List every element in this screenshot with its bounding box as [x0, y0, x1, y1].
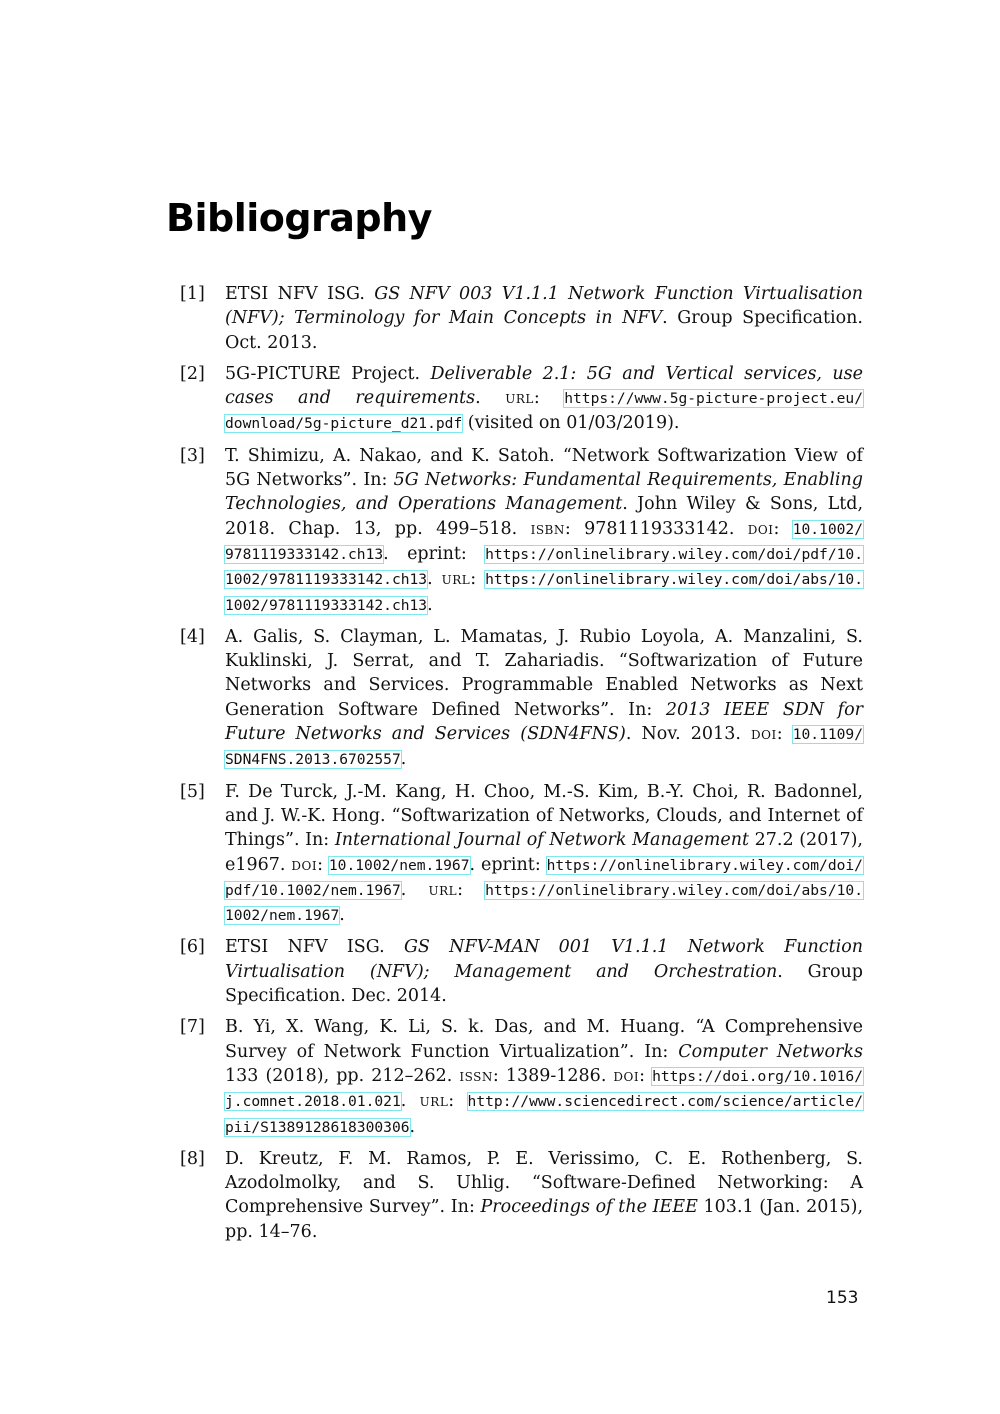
bib-label: [8]: [180, 1148, 205, 1169]
bib-details: 133 (2018), pp. 212–262.: [225, 1065, 460, 1086]
url-label: url: [419, 1091, 449, 1112]
page-number: 153: [826, 1288, 859, 1308]
bib-text: T. Shimizu, A. Nakao, and K. Satoh. “Network Softwarization View of 5G Networks”. In: 5G Networks: Fundamental Requirements, Enabling Technologies, and Operations Management. John Wiley & Sons, Ltd, 2018. Chap. 13, pp. 499–518. isbn: 9781119333142. doi: 10.1002/9781119333142.ch13. eprint: https://onlinelibrary.wiley.com/doi/pdf/10.1002/9781119333142.ch13. url: https://onlinelibrary.wiley.com/doi/abs/10.1002/9781119333142.ch13.: [225, 445, 864, 615]
bib-authors: 5G-PICTURE Project.: [225, 363, 431, 384]
bib-details: 103.1 (Jan. 2015), pp. 14–76.: [225, 1197, 864, 1242]
bib-authors: A. Galis, S. Clayman, L. Mamatas, J. Rubio Loyola, A. Manzalini, S. Kuklinski, J. Serrat, and T. Zahariadis. “Softwarization of Future Networks and Services. Programmable Enabled Networks as Next Generation Software Defined Networks”. In:: [225, 626, 863, 720]
bib-label: [5]: [180, 781, 205, 802]
issn-label: issn: [459, 1065, 493, 1086]
doi-link[interactable]: 10.1002/nem.1967: [328, 856, 470, 874]
bib-details: . Group Specification. Oct. 2013.: [225, 308, 863, 353]
bib-title: Proceedings of the IEEE: [480, 1197, 698, 1218]
bib-authors: F. De Turck, J.-M. Kang, H. Choo, M.-S. Kim, B.-Y. Choi, R. Badonnel, and J. W.-K. Hong. “Softwarization of Networks, Clouds, and Internet of Things”. In:: [225, 781, 863, 851]
isbn-value: 9781119333142: [584, 518, 729, 539]
bib-details: .: [475, 388, 506, 409]
url-label: url: [441, 569, 471, 590]
bib-label: [7]: [180, 1017, 205, 1038]
bib-label: [2]: [180, 363, 205, 384]
bib-text: A. Galis, S. Clayman, L. Mamatas, J. Rubio Loyola, A. Manzalini, S. Kuklinski, J. Serrat, and T. Zahariadis. “Softwarization of Future Networks and Services. Programmable Enabled Networks as Next Generation Software Defined Networks”. In: 2013 IEEE SDN for Future Networks and Services (SDN4FNS). Nov. 2013. doi: 10.1109/SDN4FNS.2013.6702557.: [225, 626, 863, 770]
url-link[interactable]: https://www.5g-picture-project.eu/download/5g-picture_d21.pdf: [225, 390, 863, 433]
bib-text: F. De Turck, J.-M. Kang, H. Choo, M.-S. Kim, B.-Y. Choi, R. Badonnel, and J. W.-K. Hong. “Softwarization of Networks, Clouds, and Internet of Things”. In: International Journal of Network Management 27.2 (2017), e1967. doi: 10.1002/nem.1967. eprint: https://onlinelibrary.wiley.com/doi/pdf/10.1002/nem.1967. url: https://onlinelibrary.wiley.com/doi/abs/10.1002/nem.1967.: [225, 781, 863, 926]
url-label: url: [428, 879, 458, 900]
bib-authors: B. Yi, X. Wang, K. Li, S. k. Das, and M. Huang. “A Comprehensive Survey of Network Function Virtualization”. In:: [225, 1017, 863, 1062]
doi-link[interactable]: 10.1002/9781119333142.ch13: [225, 520, 863, 563]
isbn-label: isbn: [530, 518, 565, 539]
bib-text: 5G-PICTURE Project. Deliverable 2.1: 5G and Vertical services, use cases and requirements. url: https://www.5g-picture-project.eu/download/5g-picture_d21.pdf (visited on 01/03/2019).: [225, 363, 863, 434]
bibliography-list: [180, 282, 863, 1251]
bib-title: 5G Networks: Fundamental Requirements, Enabling Technologies, and Operations Management: [225, 470, 863, 515]
bib-label: [4]: [180, 626, 205, 647]
bib-title: GS NFV-MAN 001 V1.1.1 Network Function Virtualisation (NFV); Management and Orchestration: [225, 937, 863, 982]
bib-entry-6: [180, 935, 863, 1008]
bib-label: [3]: [180, 445, 205, 466]
bib-label: [6]: [180, 937, 205, 958]
url-link[interactable]: http://www.sciencedirect.com/science/article/pii/S1389128618300306: [225, 1093, 863, 1136]
bib-entry-3: [180, 444, 863, 618]
bib-text: [225, 1147, 863, 1244]
url-label: url: [505, 388, 534, 409]
bib-text: [225, 935, 863, 1008]
bib-title: International Journal of Network Management: [334, 830, 750, 851]
bib-entry-4: [180, 625, 863, 773]
bib-details: . Nov. 2013.: [625, 724, 751, 745]
doi-label: doi: [751, 724, 777, 745]
bib-entry-1: [180, 282, 863, 355]
bib-entry-2: [180, 362, 863, 437]
doi-link[interactable]: https://doi.org/10.1016/j.comnet.2018.01.021: [225, 1067, 863, 1111]
bib-entry-7: [180, 1015, 863, 1139]
doi-label: doi: [291, 854, 318, 875]
bib-title: Deliverable 2.1: 5G and Vertical services, use cases and requirements: [225, 363, 863, 409]
bib-details: 27.2 (2017), e1967.: [225, 830, 863, 875]
bib-entry-5: [180, 780, 863, 929]
bib-authors: ETSI NFV ISG.: [225, 284, 375, 304]
doi-label: doi: [747, 518, 774, 539]
bib-details: (visited on 01/03/2019).: [462, 413, 680, 434]
bib-text: B. Yi, X. Wang, K. Li, S. k. Das, and M. Huang. “A Comprehensive Survey of Network Function Virtualization”. In: Computer Networks 133 (2018), pp. 212–262. issn: 1389-1286. doi: https://doi.org/10.1016/j.comnet.2018.01.021. url: http://www.sciencedirect.com/science/article/pii/S1389128618300306.: [225, 1017, 864, 1137]
bib-title: 2013 IEEE SDN for Future Networks and Services (SDN4FNS): [225, 699, 863, 745]
eprint-label: eprint: [407, 543, 461, 564]
bib-authors: D. Kreutz, F. M. Ramos, P. E. Verissimo, C. E. Rothenberg, S. Azodolmolky, and S. Uhlig. “Software-Defined Networking: A Comprehensive Survey”. In:: [225, 1148, 863, 1218]
bib-label: [1]: [180, 284, 205, 304]
bib-details: . Group Specification. Dec. 2014.: [225, 961, 863, 1007]
eprint-link[interactable]: https://onlinelibrary.wiley.com/doi/pdf/10.1002/nem.1967: [225, 856, 863, 899]
doi-label: doi: [613, 1065, 640, 1086]
bib-title: Computer Networks: [678, 1041, 864, 1062]
issn-value: 1389-1286: [505, 1065, 601, 1086]
bib-text: [225, 282, 863, 355]
page-title: Bibliography: [166, 196, 432, 240]
bib-title: GS NFV 003 V1.1.1 Network Function Virtualisation (NFV); Terminology for Main Concepts in NFV: [225, 284, 864, 329]
bib-entry-8: [180, 1147, 863, 1244]
eprint-link[interactable]: https://onlinelibrary.wiley.com/doi/pdf/10.1002/9781119333142.ch13: [225, 545, 863, 589]
url-link[interactable]: https://onlinelibrary.wiley.com/doi/abs/10.1002/9781119333142.ch13: [225, 571, 863, 614]
bib-authors: ETSI NFV ISG.: [225, 937, 404, 958]
url-link[interactable]: https://onlinelibrary.wiley.com/doi/abs/10.1002/nem.1967: [225, 881, 863, 925]
bib-authors: T. Shimizu, A. Nakao, and K. Satoh. “Network Softwarization View of 5G Networks”. In:: [225, 445, 863, 491]
bib-details: . John Wiley & Sons, Ltd, 2018. Chap. 13, pp. 499–518.: [225, 494, 864, 539]
eprint-label: eprint: [480, 854, 535, 875]
doi-link[interactable]: 10.1109/SDN4FNS.2013.6702557: [225, 726, 863, 769]
